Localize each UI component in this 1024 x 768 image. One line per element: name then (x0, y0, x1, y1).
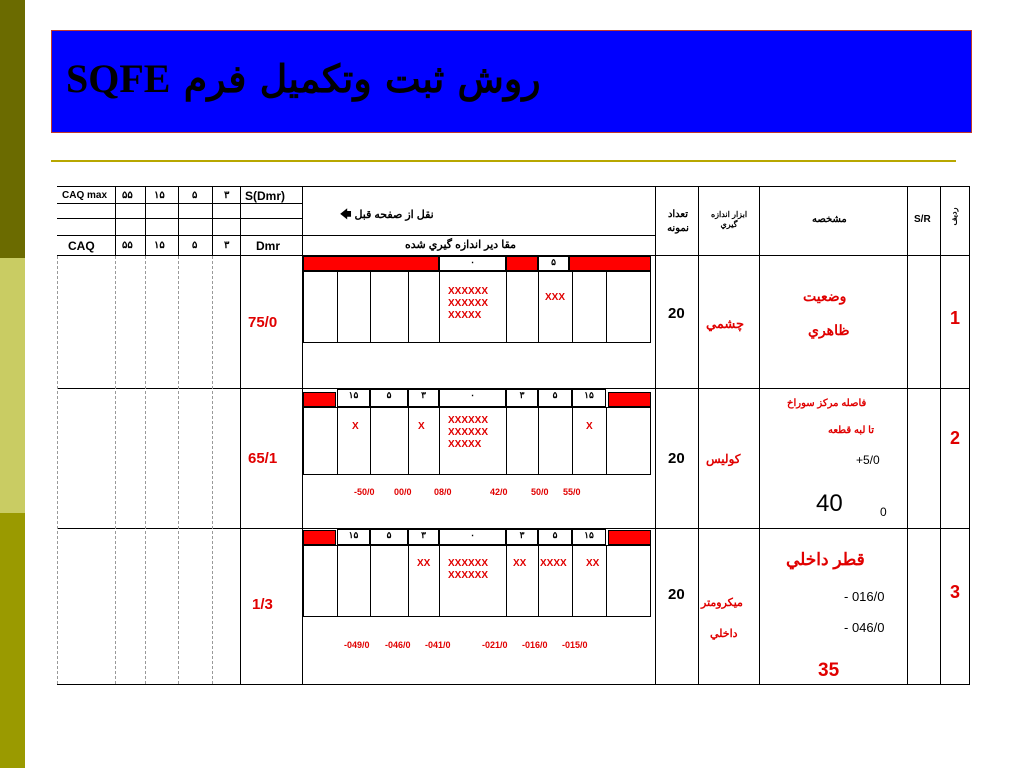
row3-scale-15-left: ۱۵ (337, 529, 370, 545)
row3-val-5: -016/0 (522, 640, 548, 650)
row2-val-2: 00/0 (394, 487, 412, 497)
row3-val-2: -046/0 (385, 640, 411, 650)
row1-red-band-mid (506, 256, 538, 271)
row3-number: 3 (950, 582, 961, 602)
dmr-label: Dmr (256, 239, 281, 253)
row3-red-band-right (608, 530, 651, 545)
row2-mark-3: X (418, 421, 425, 432)
row1-number: 1 (950, 308, 961, 328)
row2-scale-15-left: ۱۵ (337, 389, 370, 407)
s-dmr-label: S(Dmr) (245, 189, 286, 203)
row3-mark-3: XX (417, 558, 431, 569)
row2-red-band-right (608, 392, 651, 407)
row1-marks-0: XXXXXX XXXXXX XXXXX (448, 286, 489, 321)
row2-spec-line2: تا لبه قطعه (828, 425, 874, 436)
row2-val-4: 42/0 (490, 487, 508, 497)
row2-count: 20 (668, 450, 685, 467)
tool-header: ابزار اندازه گيري (710, 210, 748, 229)
col-5: ۵ (192, 190, 198, 201)
row2-mark-15-right: X (586, 421, 593, 432)
row3-scale-3-left: ۳ (408, 529, 439, 545)
row2-mark-0: XXXXXX XXXXXX XXXXX (448, 415, 489, 450)
col-55: ۵۵ (122, 190, 133, 201)
col-15-bottom: ۱۵ (154, 240, 165, 251)
col-3-bottom: ۳ (224, 240, 230, 251)
row2-mark-15: X (352, 421, 359, 432)
row3-scale-0: ۰ (439, 529, 506, 545)
col-55-bottom: ۵۵ (122, 240, 133, 251)
row2-scale-3-left: ۳ (408, 389, 439, 407)
row2-val-5: 50/0 (531, 487, 549, 497)
row1-red-band-right (569, 256, 651, 271)
row3-spec-line1: قطر داخلي (786, 550, 865, 569)
sr-header: S/R (914, 214, 931, 225)
row3-nominal: 35 (818, 660, 840, 681)
row3-tool-line2: داخلي (710, 628, 738, 640)
measured-values-label: مقا دير اندازه گيري شده (405, 239, 517, 251)
row2-dmr: 65/1 (248, 450, 278, 467)
caq-label: CAQ (68, 239, 95, 253)
row2-number: 2 (950, 428, 961, 448)
title-latin: SQFE (66, 56, 171, 101)
row3-scale-15-right: ۱۵ (572, 529, 606, 545)
row1-spec-line1: وضعيت (803, 288, 847, 304)
col-3: ۳ (224, 190, 230, 201)
row3-mark-0: XXXXXX XXXXXX (448, 558, 489, 581)
row3-scale-5-left: ۵ (370, 529, 408, 545)
row3-val-6: -015/0 (562, 640, 588, 650)
row2-nominal: 40 (816, 490, 843, 517)
row2-tool: كوليس (706, 452, 741, 466)
row1-count: 20 (668, 305, 685, 322)
row1-scale-0: ۰ (439, 256, 506, 271)
row3-tol-lower: - 046/0 (844, 620, 885, 635)
row2-scale-3-right: ۳ (506, 389, 538, 407)
row2-scale-0: ۰ (439, 389, 506, 407)
row3-val-4: -021/0 (482, 640, 508, 650)
row3-mark-15-right: XX (586, 558, 600, 569)
row1-scale-5: ۵ (538, 256, 569, 271)
row-number-header: رديف (949, 207, 959, 226)
row3-red-band-left (303, 530, 336, 545)
row2-nominal-sub: 0 (880, 505, 887, 519)
row2-val-1: -50/0 (354, 487, 375, 497)
row2-scale-5-left: ۵ (370, 389, 408, 407)
row1-dmr: 75/0 (248, 314, 278, 331)
row2-scale-15-right: ۱۵ (572, 389, 606, 407)
spec-header: مشخصه (812, 214, 847, 225)
row2-spec-line1: فاصله مركز سوراخ (787, 398, 867, 409)
row2-val-6: 55/0 (563, 487, 581, 497)
row3-tol-upper: - 016/0 (844, 589, 885, 604)
row3-val-1: -049/0 (344, 640, 370, 650)
caq-max-label: CAQ max (62, 190, 108, 201)
col-15: ۱۵ (154, 190, 165, 201)
row3-count: 20 (668, 586, 685, 603)
col-5-bottom: ۵ (192, 240, 198, 251)
row3-mark-5-right: XXXX (540, 558, 567, 569)
arrow-left-icon: 🡄 (340, 209, 352, 221)
row3-tool-line1: ميكرومتر (701, 597, 743, 609)
row2-val-3: 08/0 (434, 487, 452, 497)
row2-tolerance: +5/0 (856, 453, 880, 467)
row1-red-band-left (303, 256, 439, 271)
row3-val-3: -041/0 (425, 640, 451, 650)
row3-mark-3-right: XX (513, 558, 527, 569)
row2-red-band-left (303, 392, 336, 407)
row2-scale-5-right: ۵ (538, 389, 572, 407)
row3-scale-3-right: ۳ (506, 529, 538, 545)
row1-spec-line2: ظاهري (808, 322, 850, 338)
row1-marks-5: XXX (545, 292, 566, 303)
row1-tool: چشمي (706, 316, 744, 331)
sample-count-header: تعداد نمونه (667, 209, 689, 234)
row3-dmr: 1/3 (252, 596, 273, 613)
row3-scale-5-right: ۵ (538, 529, 572, 545)
transfer-label (340, 206, 434, 225)
transfer-text: نقل از صفحه قبل (354, 209, 434, 221)
title-persian: روش ثبت وتكميل فرم (183, 56, 541, 101)
